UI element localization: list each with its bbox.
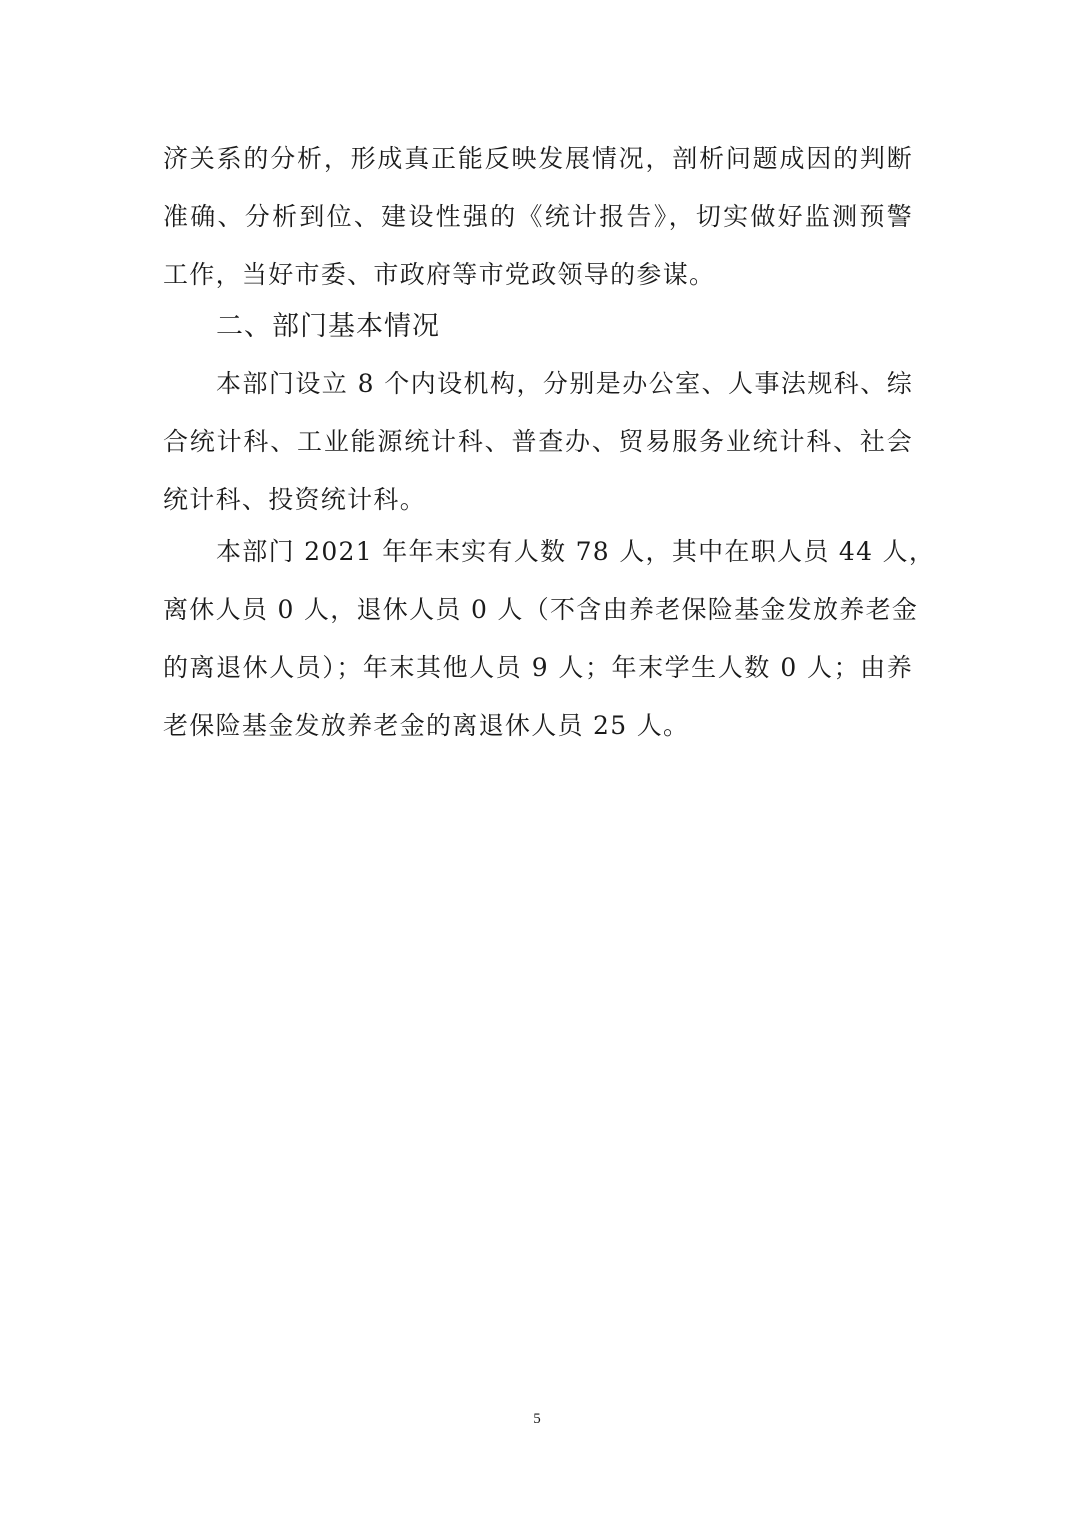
paragraph-institutions [163, 370, 913, 514]
text-line: 本部门 2021 年年末实有人数 78 人，其中在职人员 44 人， [216, 537, 936, 566]
text-line: 的离退休人员）；年末其他人员 9 人；年末学生人数 0 人；由养 [163, 653, 913, 682]
text-line: 统计科、投资统计科。 [163, 485, 427, 514]
text-line: 合统计科、工业能源统计科、普查办、贸易服务业统计科、社会 [163, 427, 913, 456]
paragraph-continued [163, 145, 913, 289]
text-line: 老保险基金发放养老金的离退休人员 25 人。 [163, 711, 690, 740]
text-line: 离休人员 0 人，退休人员 0 人（不含由养老保险基金发放养老金 [163, 595, 919, 624]
section-heading: 二、部门基本情况 [216, 311, 440, 342]
text-line: 本部门设立 8 个内设机构，分别是办公室、人事法规科、综 [216, 369, 913, 398]
page-number: 5 [533, 1411, 541, 1427]
text-line: 济关系的分析，形成真正能反映发展情况，剖析问题成因的判断 [163, 144, 913, 173]
paragraph-staff [163, 537, 936, 740]
text-line: 准确、分析到位、建设性强的《统计报告》，切实做好监测预警 [163, 202, 913, 231]
text-line: 工作，当好市委、市政府等市党政领导的参谋。 [163, 260, 716, 289]
